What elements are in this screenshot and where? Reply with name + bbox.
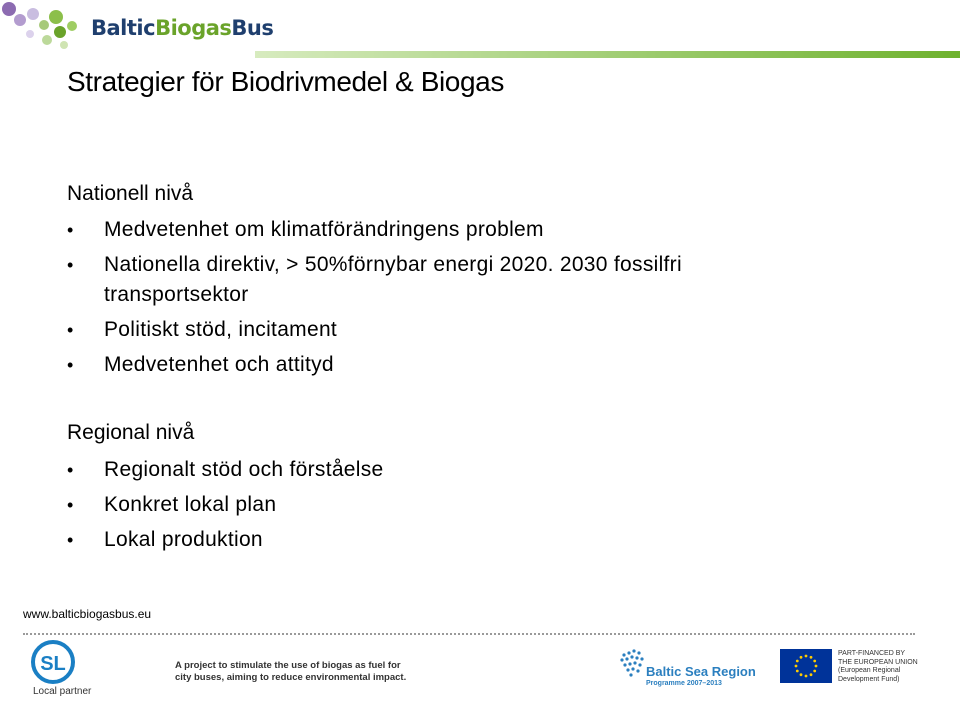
baltic-sea-region-programme: Programme 2007–2013 bbox=[646, 680, 722, 687]
project-line-1: A project to stimulate the use of biogas as fuel for bbox=[175, 660, 401, 671]
list-item: • Medvetenhet och attityd bbox=[67, 350, 927, 380]
logo-bus: Bus bbox=[231, 16, 274, 40]
eu-line-2: THE EUROPEAN UNION bbox=[838, 658, 918, 666]
local-partner-label: Local partner bbox=[33, 686, 92, 697]
header bbox=[0, 0, 960, 62]
eu-flag-icon bbox=[780, 649, 832, 683]
slide-title: Strategier för Biodrivmedel & Biogas bbox=[67, 66, 504, 97]
national-heading: Nationell nivå bbox=[67, 182, 194, 205]
national-list bbox=[67, 215, 927, 385]
logo-dots-icon bbox=[0, 0, 92, 60]
logo-text[interactable] bbox=[91, 16, 273, 40]
baltic-sea-region-name: Baltic Sea Region bbox=[646, 664, 756, 679]
logo-biogas: Biogas bbox=[155, 16, 232, 40]
regional-heading: Regional nivå bbox=[67, 421, 195, 444]
list-item: • Nationella direktiv, > 50%förnybar energi 2020. 2030 fossilfri transportsektor bbox=[67, 250, 784, 310]
footer-divider bbox=[23, 633, 915, 635]
header-bar bbox=[255, 51, 960, 58]
sl-logo-text: SL bbox=[40, 653, 66, 675]
project-line-2: city buses, aiming to reduce environmental impact. bbox=[175, 672, 407, 683]
website-link[interactable]: www.balticbiogasbus.eu bbox=[23, 607, 152, 621]
sl-logo-icon bbox=[30, 640, 86, 686]
eu-line-4: Development Fund) bbox=[838, 675, 900, 683]
project-description bbox=[175, 660, 435, 684]
logo-baltic: Baltic bbox=[91, 16, 156, 40]
eu-funding-text bbox=[838, 650, 938, 684]
regional-list bbox=[67, 455, 927, 560]
list-item: • Politiskt stöd, incitament bbox=[67, 315, 927, 345]
eu-line-1: PART-FINANCED BY bbox=[838, 650, 906, 657]
list-item: • Lokal produktion bbox=[67, 525, 927, 555]
eu-line-3: (European Regional bbox=[838, 667, 901, 674]
baltic-sea-region-icon bbox=[618, 645, 648, 685]
list-item: • Regionalt stöd och förståelse bbox=[67, 455, 927, 485]
list-item: • Medvetenhet om klimatförändringens problem bbox=[67, 215, 927, 245]
list-item: • Konkret lokal plan bbox=[67, 490, 927, 520]
